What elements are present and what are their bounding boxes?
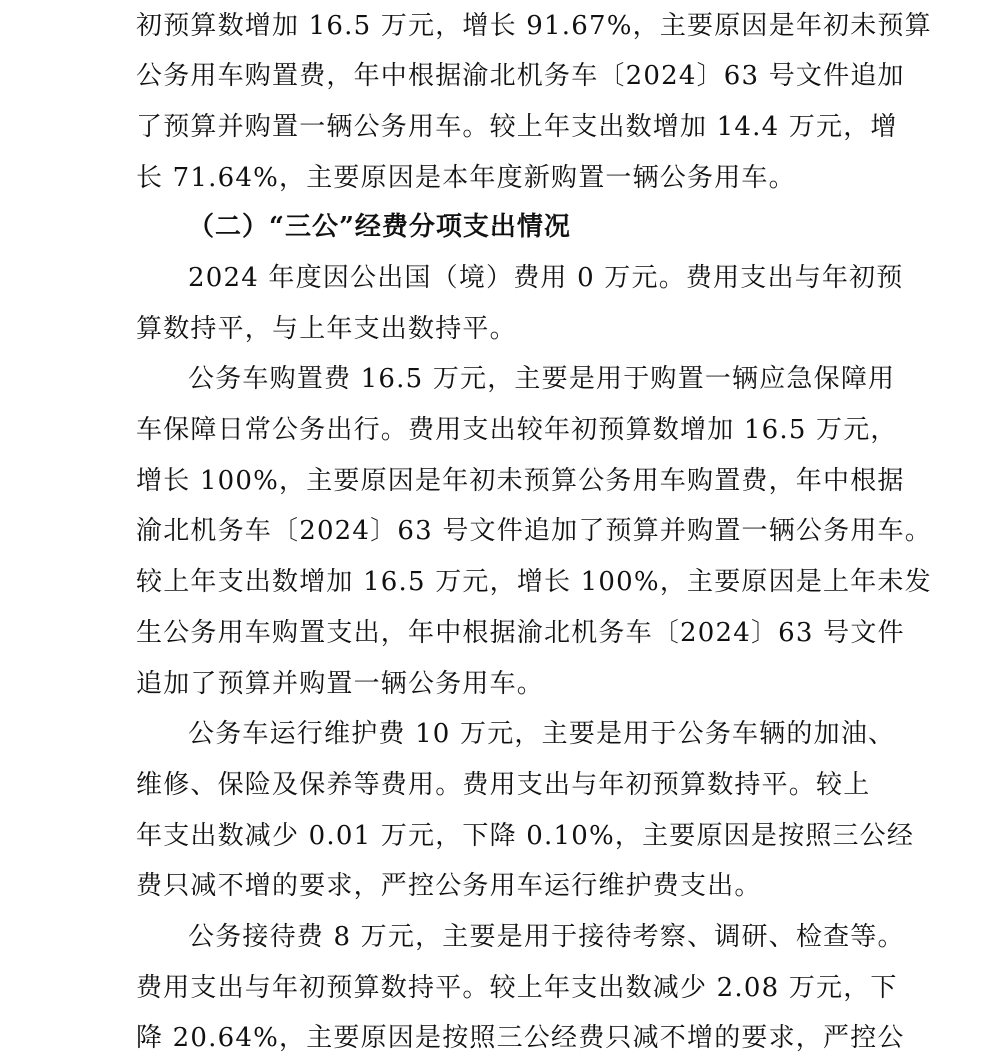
text-line: 降 20.64%，主要原因是按照三公经费只减不增的要求，严控公 bbox=[136, 1023, 905, 1053]
text-line: 公务车运行维护费 10 万元，主要是用于公务车辆的加油、 bbox=[188, 719, 896, 749]
text-line: 长 71.64%，主要原因是本年度新购置一辆公务用车。 bbox=[136, 163, 796, 193]
text-line: 生公务用车购置支出，年中根据渝北机务车〔2024〕63 号文件 bbox=[136, 618, 905, 648]
text-line: 了预算并购置一辆公务用车。较上年支出数增加 14.4 万元，增 bbox=[136, 112, 898, 142]
section-heading: （二）“三公”经费分项支出情况 bbox=[188, 212, 571, 242]
text-line: 增长 100%，主要原因是年初未预算公务用车购置费，年中根据 bbox=[136, 466, 905, 496]
text-line: 费用支出与年初预算数持平。较上年支出数减少 2.08 万元，下 bbox=[136, 973, 898, 1003]
text-line: 初预算数增加 16.5 万元，增长 91.67%，主要原因是年初未预算 bbox=[136, 11, 932, 41]
text-line: 追加了预算并购置一辆公务用车。 bbox=[136, 669, 545, 699]
text-line: 算数持平，与上年支出数持平。 bbox=[136, 314, 517, 344]
text-line: 公务用车购置费，年中根据渝北机务车〔2024〕63 号文件追加 bbox=[136, 61, 905, 91]
text-line: 公务车购置费 16.5 万元，主要是用于购置一辆应急保障用 bbox=[188, 364, 896, 394]
text-line: 2024 年度因公出国（境）费用 0 万元。费用支出与年初预 bbox=[188, 263, 904, 293]
text-line: 维修、保险及保养等费用。费用支出与年初预算数持平。较上 bbox=[136, 770, 871, 800]
text-line: 车保障日常公务出行。费用支出较年初预算数增加 16.5 万元， bbox=[136, 415, 898, 445]
text-line: 费只减不增的要求，严控公务用车运行维护费支出。 bbox=[136, 871, 762, 901]
text-line: 公务接待费 8 万元，主要是用于接待考察、调研、检查等。 bbox=[188, 922, 905, 952]
text-line: 年支出数减少 0.01 万元，下降 0.10%，主要原因是按照三公经 bbox=[136, 821, 915, 851]
text-line: 较上年支出数增加 16.5 万元，增长 100%，主要原因是上年未发 bbox=[136, 567, 932, 597]
text-line: 渝北机务车〔2024〕63 号文件追加了预算并购置一辆公务用车。 bbox=[136, 516, 932, 546]
